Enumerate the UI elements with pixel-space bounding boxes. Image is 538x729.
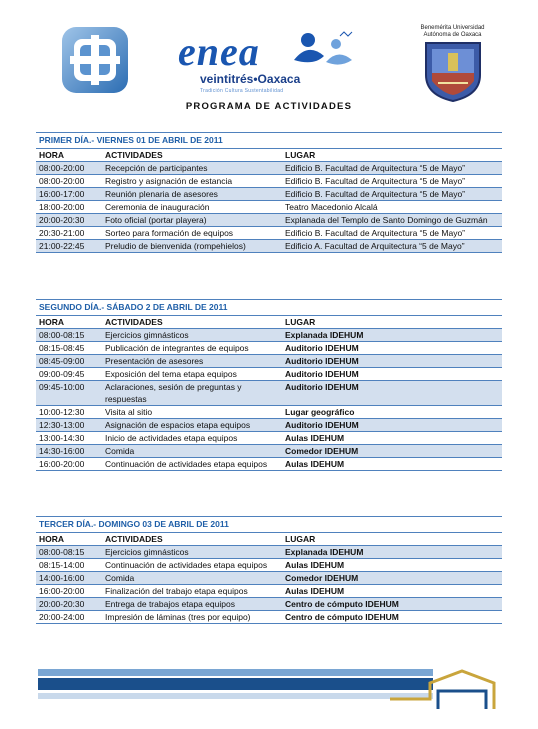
- table-header-row: [36, 316, 502, 329]
- cell-hora: 16:00-20:00: [39, 459, 85, 469]
- table-row: [36, 585, 502, 598]
- cell-lugar: Aulas IDEHUM: [285, 560, 345, 570]
- cell-lugar: Teatro Macedonio Alcalá: [285, 202, 378, 212]
- cell-actividad: Registro y asignación de estancia: [105, 176, 233, 186]
- cell-hora: 20:00-20:30: [39, 215, 85, 225]
- cell-lugar: Auditorio IDEHUM: [285, 343, 359, 353]
- cell-hora: 12:30-13:00: [39, 420, 85, 430]
- table-row: [36, 432, 502, 445]
- table-row: [36, 227, 502, 240]
- cell-lugar: Edificio B. Facultad de Arquitectura “5 de Mayo”: [285, 189, 466, 199]
- cell-hora: 14:30-16:00: [39, 446, 85, 456]
- house-outline-icon: [390, 669, 500, 711]
- cell-actividad: Ejercicios gimnásticos: [105, 330, 189, 340]
- cell-actividad: Publicación de integrantes de equipos: [105, 343, 249, 353]
- cell-hora: 20:30-21:00: [39, 228, 85, 238]
- cell-actividad: Aclaraciones, sesión de preguntas y respuestas: [105, 382, 242, 404]
- table-header-row: [36, 533, 502, 546]
- col-hora: HORA: [39, 150, 65, 160]
- cell-actividad: Continuación de actividades etapa equipos: [105, 560, 268, 570]
- table-row: [36, 458, 502, 471]
- cell-actividad: Ceremonia de inauguración: [105, 202, 210, 212]
- cell-actividad: Finalización del trabajo etapa equipos: [105, 586, 248, 596]
- cell-lugar: Auditorio IDEHUM: [285, 420, 359, 430]
- cell-hora: 21:00-22:45: [39, 241, 85, 251]
- cell-hora: 16:00-20:00: [39, 586, 85, 596]
- col-hora: HORA: [39, 534, 65, 544]
- cell-lugar: Edificio A. Facultad de Arquitectura “5 de Mayo”: [285, 241, 465, 251]
- cell-lugar: Centro de cómputo IDEHUM: [285, 612, 399, 622]
- col-actividades: ACTIVIDADES: [105, 534, 163, 544]
- day-title: PRIMER DÍA.- VIERNES 01 DE ABRIL DE 2011: [36, 132, 502, 149]
- day-section-3: [36, 516, 502, 624]
- logo-bar: [0, 0, 538, 100]
- table-row: [36, 162, 502, 175]
- cell-hora: 08:00-08:15: [39, 547, 85, 557]
- col-lugar: LUGAR: [285, 317, 316, 327]
- table-row: [36, 546, 502, 559]
- cell-actividad: Preludio de bienvenida (rompehielos): [105, 241, 246, 251]
- page-title: PROGRAMA DE ACTIVIDADES: [185, 101, 353, 112]
- cell-actividad: Comida: [105, 446, 135, 456]
- table-row: [36, 445, 502, 458]
- table-row: [36, 201, 502, 214]
- table-row: [36, 572, 502, 585]
- table-row: [36, 188, 502, 201]
- cell-lugar: Explanada del Templo de Santo Domingo de Guzmán: [285, 215, 488, 225]
- day-title: TERCER DÍA.- DOMINGO 03 DE ABRIL DE 2011: [36, 516, 502, 533]
- day-section-1: [36, 132, 502, 253]
- cell-actividad: Entrega de trabajos etapa equipos: [105, 599, 235, 609]
- cell-lugar: Comedor IDEHUM: [285, 446, 359, 456]
- enea-tagline: Tradición Cultura Sustentabilidad: [200, 88, 284, 94]
- col-lugar: LUGAR: [285, 534, 316, 544]
- cell-actividad: Foto oficial (portar playera): [105, 215, 207, 225]
- enea-subtitle: veintitrés•Oaxaca: [200, 72, 301, 86]
- table-row: [36, 406, 502, 419]
- table-row: [36, 214, 502, 227]
- cell-hora: 14:00-16:00: [39, 573, 85, 583]
- cell-hora: 08:00-08:15: [39, 330, 85, 340]
- cell-actividad: Comida: [105, 573, 135, 583]
- table-row: [36, 368, 502, 381]
- cell-lugar: Aulas IDEHUM: [285, 459, 345, 469]
- table-row: [36, 342, 502, 355]
- cell-actividad: Visita al sitio: [105, 407, 153, 417]
- cell-hora: 13:00-14:30: [39, 433, 85, 443]
- table-row: [36, 598, 502, 611]
- cell-lugar: Auditorio IDEHUM: [285, 382, 359, 392]
- crest-text: Benemérita Universidad Autónoma de Oaxaca: [420, 25, 485, 38]
- table-row: [36, 419, 502, 432]
- cell-hora: 20:00-24:00: [39, 612, 85, 622]
- cell-hora: 08:00-20:00: [39, 176, 85, 186]
- col-actividades: ACTIVIDADES: [105, 150, 163, 160]
- table-row: [36, 611, 502, 624]
- cell-hora: 18:00-20:00: [39, 202, 85, 212]
- cell-hora: 09:00-09:45: [39, 369, 85, 379]
- cell-lugar: Auditorio IDEHUM: [285, 369, 359, 379]
- cell-hora: 10:00-12:30: [39, 407, 85, 417]
- cell-actividad: Sorteo para formación de equipos: [105, 228, 234, 238]
- cell-actividad: Ejercicios gimnásticos: [105, 547, 189, 557]
- cell-actividad: Recepción de participantes: [105, 163, 208, 173]
- figures-icon: [290, 30, 360, 70]
- col-hora: HORA: [39, 317, 65, 327]
- table-row: [36, 329, 502, 342]
- university-crest: [410, 25, 495, 105]
- col-actividades: ACTIVIDADES: [105, 317, 163, 327]
- idehum-logo-icon: [60, 25, 130, 95]
- day-section-2: [36, 299, 502, 471]
- col-lugar: LUGAR: [285, 150, 316, 160]
- table-row: [36, 381, 502, 406]
- footer-stripe: [38, 678, 433, 690]
- day-title: SEGUNDO DÍA.- SÁBADO 2 DE ABRIL DE 2011: [36, 299, 502, 316]
- cell-lugar: Lugar geográfico: [285, 407, 355, 417]
- cell-actividad: Asignación de espacios etapa equipos: [105, 420, 251, 430]
- table-header-row: [36, 149, 502, 162]
- footer-band: [38, 669, 502, 711]
- cell-actividad: Presentación de asesores: [105, 356, 204, 366]
- cell-lugar: Centro de cómputo IDEHUM: [285, 599, 399, 609]
- table-row: [36, 175, 502, 188]
- cell-hora: 08:00-20:00: [39, 163, 85, 173]
- cell-lugar: Aulas IDEHUM: [285, 433, 345, 443]
- cell-lugar: Edificio B. Facultad de Arquitectura “5 de Mayo”: [285, 176, 466, 186]
- cell-hora: 08:15-14:00: [39, 560, 85, 570]
- cell-hora: 09:45-10:00: [39, 382, 85, 392]
- cell-lugar: Comedor IDEHUM: [285, 573, 359, 583]
- enea-wordmark: enea: [178, 29, 260, 74]
- cell-actividad: Reunión plenaria de asesores: [105, 189, 218, 199]
- footer-stripe: [38, 693, 433, 699]
- cell-actividad: Inicio de actividades etapa equipos: [105, 433, 238, 443]
- table-row: [36, 559, 502, 572]
- cell-lugar: Edificio B. Facultad de Arquitectura “5 de Mayo”: [285, 163, 466, 173]
- cell-lugar: Edificio B. Facultad de Arquitectura “5 de Mayo”: [285, 228, 466, 238]
- cell-hora: 16:00-17:00: [39, 189, 85, 199]
- cell-lugar: Auditorio IDEHUM: [285, 356, 359, 366]
- table-row: [36, 240, 502, 253]
- cell-hora: 08:15-08:45: [39, 343, 85, 353]
- crest-shield-icon: [424, 41, 482, 103]
- cell-actividad: Impresión de láminas (tres por equipo): [105, 612, 251, 622]
- cell-actividad: Continuación de actividades etapa equipos: [105, 459, 268, 469]
- cell-hora: 08:45-09:00: [39, 356, 85, 366]
- enea-logo: [178, 30, 363, 102]
- footer-stripe: [38, 669, 433, 676]
- table-row: [36, 355, 502, 368]
- cell-lugar: Aulas IDEHUM: [285, 586, 345, 596]
- cell-actividad: Exposición del tema etapa equipos: [105, 369, 237, 379]
- cell-hora: 20:00-20:30: [39, 599, 85, 609]
- cell-lugar: Explanada IDEHUM: [285, 547, 364, 557]
- cell-lugar: Explanada IDEHUM: [285, 330, 364, 340]
